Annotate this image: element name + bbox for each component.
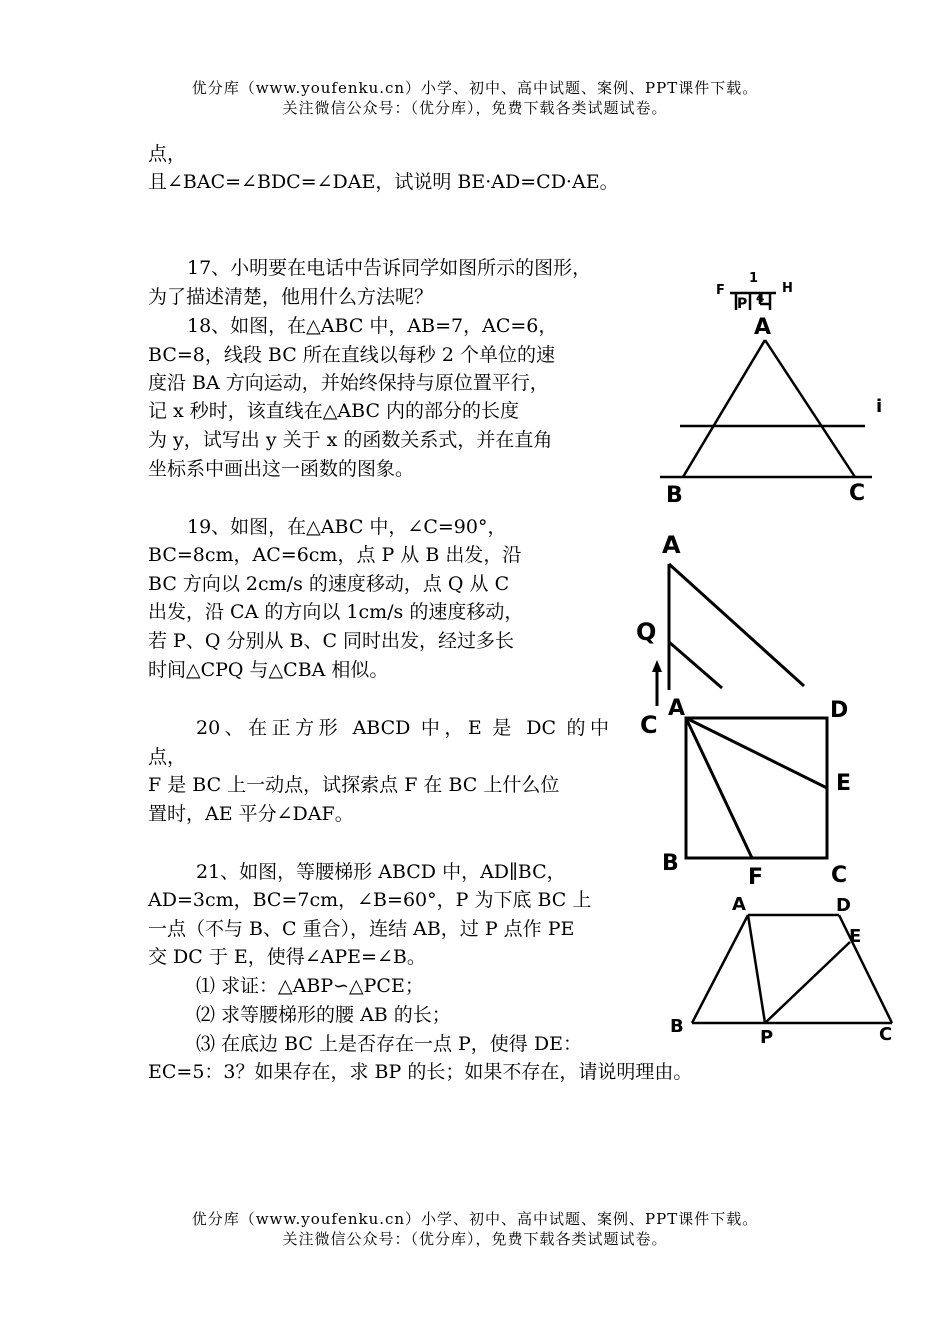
figure-triangle-abc [650,262,890,506]
q21-line-7: ⑶ 在底边 BC 上是否存在一点 P，使得 DE： [196,1033,582,1055]
label-1: 1 [749,271,759,286]
label-c: C [879,1024,893,1045]
q17-line-1: 17、小明要在电话中告诉同学如图所示的图形， [187,257,592,279]
q20-line-2: 点， [148,746,187,768]
label-a: A [754,315,772,340]
q18-line-4: 记 x 秒时，该直线在△ABC 内的部分的长度 [148,400,520,422]
label-a: A [668,696,686,721]
q17-line-2: 为了描述清楚，他用什么方法呢？ [148,286,434,308]
segment-ae [686,718,827,788]
side-ab [683,340,765,477]
footer-line-1: 优分库（www.youfenku.cn）小学、初中、高中试题、案例、PPT课件下载。 [191,1210,759,1228]
footer-line-2: 关注微信公众号：（优分库），免费下载各类试题试卷。 [282,1230,668,1248]
q18-line-3: 度沿 BA 方向运动，并始终保持与原位置平行， [148,372,549,394]
q20-line-3: F 是 BC 上一动点，试探索点 F 在 BC 上什么位 [148,774,560,796]
q21-line-4: 交 DC 于 E，使得∠APE=∠B。 [148,946,426,968]
q21-line-5: ⑴ 求证：△ABP∽△PCE； [196,975,424,997]
prev-question-line-1: 点， [148,143,187,165]
q21-line-8: EC=5：3？如果存在，求 BP 的长；如果不存在，请说明理由。 [148,1061,693,1083]
header-line-1: 优分库（www.youfenku.cn）小学、初中、高中试题、案例、PPT课件下载。 [191,79,759,97]
q18-line-5: 为 y，试写出 y 关于 x 的函数关系式，并在直角 [148,429,553,451]
label-c: C [831,863,848,888]
q19-line-1: 19、如图，在△ABC 中，∠C=90°， [187,516,507,538]
q21-line-6: ⑵ 求等腰梯形的腰 AB 的长； [196,1004,451,1026]
q19-line-5: 若 P、Q 分别从 B、C 同时出发，经过多长 [148,630,515,652]
q18-line-2: BC=8，线段 BC 所在直线以每秒 2 个单位的速 [148,344,555,366]
label-a: A [732,894,746,915]
label-d: D [836,895,851,916]
square [686,718,827,858]
label-p: P [760,1027,774,1048]
q19-line-2: BC=8cm，AC=6cm，点 P 从 B 出发，沿 [148,544,522,566]
segment-ap [748,915,765,1023]
label-b: B [666,483,683,508]
label-b: B [670,1016,684,1037]
segment-pq [669,642,722,688]
arrow-head [652,660,662,672]
q20-line-4: 置时，AE 平分∠DAF。 [148,803,354,825]
q19-line-6: 时间△CPQ 与△CBA 相似。 [148,659,389,681]
label-c: C [849,481,866,506]
label-h: H [782,281,793,296]
figure-trapezoid-abcd [662,890,902,1050]
q19-line-4: 出发，沿 CA 的方向以 1cm/s 的速度移动， [148,601,524,623]
prev-question-line-2: 且∠BAC=∠BDC=∠DAE，试说明 BE·AD=CD·AE。 [148,171,619,193]
q20-line-1: 20、在正方形 ABCD 中，E 是 DC 的中 [196,717,609,739]
label-e: E [836,771,852,796]
q21-line-3: 一点（不与 B、C 重合），连结 AB，过 P 点作 PE [148,918,575,940]
label-c: C [640,711,658,739]
label-q: Q [636,618,657,646]
q21-line-2: AD=3cm，BC=7cm，∠B=60°，P 为下底 BC 上 [148,889,592,911]
q18-line-6: 坐标系中画出这一函数的图象。 [148,458,415,480]
label-p: P [737,296,748,312]
segment-pe [765,942,850,1023]
header-line-2: 关注微信公众号：（优分库），免费下载各类试题试卷。 [282,99,668,117]
leg-ab [692,915,748,1023]
label-4: 4 [756,291,765,305]
label-d: D [830,698,849,723]
label-f: F [716,283,725,298]
label-a: A [662,531,681,559]
leg-dc [839,915,892,1023]
q19-line-3: BC 方向以 2cm/s 的速度移动，点 Q 从 C [148,573,510,595]
q21-line-1: 21、如图，等腰梯形 ABCD 中，AD∥BC， [196,861,566,883]
side-ac [765,340,855,477]
hypotenuse-ab [669,564,804,686]
segment-af [686,718,752,858]
figure-square-abcd [660,690,860,890]
label-b: B [662,851,679,876]
label-f: F [748,865,764,890]
label-i: i [876,396,883,417]
label-e: E [849,926,862,947]
q18-line-1: 18、如图，在△ABC 中，AB=7，AC=6， [187,315,558,337]
